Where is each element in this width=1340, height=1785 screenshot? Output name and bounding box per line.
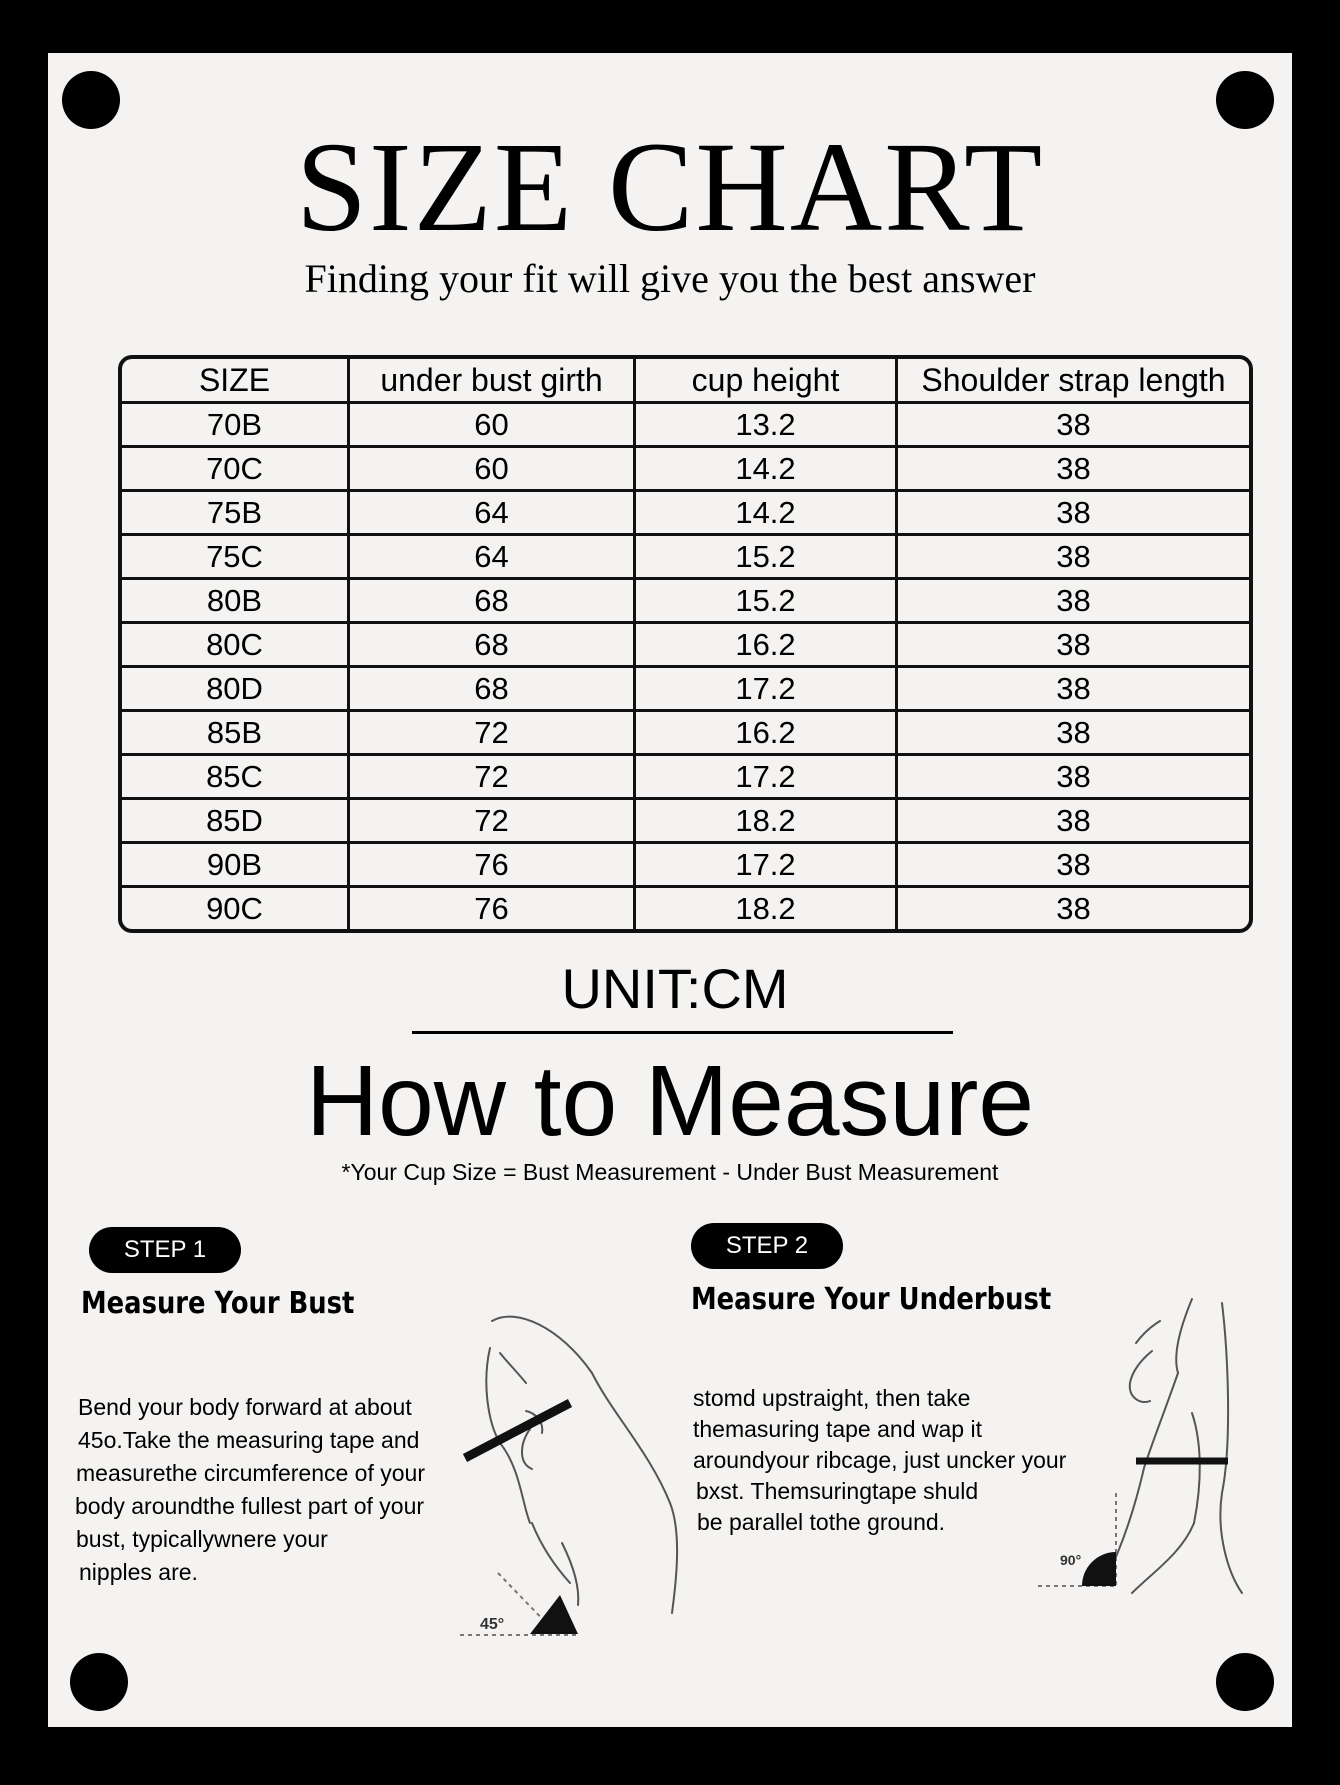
under-bust-cell: 60 bbox=[350, 448, 636, 492]
under-bust-cell: 60 bbox=[350, 404, 636, 448]
size-cell: 80D bbox=[122, 668, 350, 712]
step-1-line: Bend your body forward at about bbox=[78, 1394, 412, 1420]
step-2-line: be parallel tothe ground. bbox=[697, 1509, 946, 1535]
under-bust-cell: 68 bbox=[350, 668, 636, 712]
cup-height-cell: 18.2 bbox=[636, 888, 898, 929]
size-cell: 80B bbox=[122, 580, 350, 624]
size-cell: 90C bbox=[122, 888, 350, 929]
column-header-cup-height: cup height bbox=[636, 359, 898, 404]
table-row bbox=[122, 536, 1249, 580]
step-1-line: nipples are. bbox=[79, 1559, 198, 1585]
table-row bbox=[122, 800, 1249, 844]
table-row bbox=[122, 580, 1249, 624]
corner-hole-bottom-right bbox=[1216, 1653, 1274, 1711]
size-cell: 70C bbox=[122, 448, 350, 492]
under-bust-cell: 72 bbox=[350, 800, 636, 844]
cup-height-cell: 13.2 bbox=[636, 404, 898, 448]
unit-label: UNIT:CM bbox=[561, 957, 789, 1020]
step-1-line: measurethe circumference of your bbox=[76, 1460, 425, 1486]
strap-length-cell: 38 bbox=[898, 624, 1249, 668]
cup-height-cell: 14.2 bbox=[636, 448, 898, 492]
cup-height-cell: 15.2 bbox=[636, 580, 898, 624]
table-row bbox=[122, 844, 1249, 888]
strap-length-cell: 38 bbox=[898, 844, 1249, 888]
column-header-shoulder-strap-length: Shoulder strap length bbox=[898, 359, 1249, 404]
table-row bbox=[122, 712, 1249, 756]
page-subtitle: Finding your fit will give you the best answer bbox=[304, 256, 1036, 301]
table-row bbox=[122, 448, 1249, 492]
strap-length-cell: 38 bbox=[898, 404, 1249, 448]
strap-length-cell: 38 bbox=[898, 536, 1249, 580]
standing-figure-icon bbox=[1032, 1293, 1242, 1603]
size-chart-card bbox=[48, 53, 1292, 1727]
section-divider bbox=[412, 1031, 953, 1034]
under-bust-cell: 76 bbox=[350, 888, 636, 929]
under-bust-cell: 64 bbox=[350, 536, 636, 580]
column-header-size: SIZE bbox=[122, 359, 350, 404]
bending-figure-icon bbox=[460, 1293, 730, 1633]
step-2-line: themasuring tape and wap it bbox=[693, 1416, 982, 1442]
strap-length-cell: 38 bbox=[898, 756, 1249, 800]
size-cell: 85B bbox=[122, 712, 350, 756]
table-header-row bbox=[122, 359, 1249, 404]
corner-hole-bottom-left bbox=[70, 1653, 128, 1711]
cup-height-cell: 17.2 bbox=[636, 844, 898, 888]
step-1-instructions bbox=[73, 1391, 425, 1589]
step-2-line: stomd upstraight, then take bbox=[693, 1385, 971, 1411]
cup-height-cell: 16.2 bbox=[636, 624, 898, 668]
under-bust-cell: 68 bbox=[350, 580, 636, 624]
step-2-heading: Measure Your Underbust bbox=[691, 1282, 1052, 1317]
under-bust-cell: 68 bbox=[350, 624, 636, 668]
under-bust-cell: 76 bbox=[350, 844, 636, 888]
step-1-line: 45o.Take the measuring tape and bbox=[78, 1427, 420, 1453]
cup-height-cell: 15.2 bbox=[636, 536, 898, 580]
under-bust-cell: 72 bbox=[350, 756, 636, 800]
table-row bbox=[122, 668, 1249, 712]
size-cell: 70B bbox=[122, 404, 350, 448]
cup-height-cell: 16.2 bbox=[636, 712, 898, 756]
cup-height-cell: 18.2 bbox=[636, 800, 898, 844]
size-cell: 85D bbox=[122, 800, 350, 844]
step-2-line: aroundyour ribcage, just uncker your bbox=[693, 1447, 1067, 1473]
strap-length-cell: 38 bbox=[898, 800, 1249, 844]
step-2-badge: STEP 2 bbox=[691, 1223, 843, 1269]
strap-length-cell: 38 bbox=[898, 712, 1249, 756]
cup-size-formula: *Your Cup Size = Bust Measurement - Under Bust Measurement bbox=[341, 1159, 999, 1185]
table-row bbox=[122, 492, 1249, 536]
size-table bbox=[118, 355, 1253, 933]
step-2-instructions bbox=[693, 1383, 1066, 1538]
table-row bbox=[122, 404, 1249, 448]
table-row bbox=[122, 888, 1249, 929]
table-row bbox=[122, 756, 1249, 800]
step-1-badge: STEP 1 bbox=[89, 1227, 241, 1273]
size-cell: 80C bbox=[122, 624, 350, 668]
size-cell: 90B bbox=[122, 844, 350, 888]
strap-length-cell: 38 bbox=[898, 448, 1249, 492]
strap-length-cell: 38 bbox=[898, 492, 1249, 536]
strap-length-cell: 38 bbox=[898, 580, 1249, 624]
corner-hole-top-left bbox=[62, 71, 120, 129]
strap-length-cell: 38 bbox=[898, 668, 1249, 712]
step-1-heading: Measure Your Bust bbox=[81, 1286, 355, 1321]
cup-height-cell: 14.2 bbox=[636, 492, 898, 536]
size-cell: 75C bbox=[122, 536, 350, 580]
table-row bbox=[122, 624, 1249, 668]
step-1-line: body aroundthe fullest part of your bbox=[75, 1493, 425, 1519]
under-bust-cell: 64 bbox=[350, 492, 636, 536]
bust-angle-label: 45° bbox=[480, 1616, 505, 1633]
step-1-line: bust, typicallywnere your bbox=[76, 1526, 328, 1552]
size-cell: 75B bbox=[122, 492, 350, 536]
size-cell: 85C bbox=[122, 756, 350, 800]
underbust-angle-label: 90° bbox=[1060, 1552, 1082, 1568]
step-2-line: bxst. Themsuringtape shuld bbox=[696, 1478, 979, 1504]
under-bust-cell: 72 bbox=[350, 712, 636, 756]
corner-hole-top-right bbox=[1216, 71, 1274, 129]
column-header-under-bust-girth: under bust girth bbox=[350, 359, 636, 404]
how-to-measure-title: How to Measure bbox=[305, 1045, 1035, 1157]
strap-length-cell: 38 bbox=[1056, 891, 1091, 926]
page-title: SIZE CHART bbox=[295, 116, 1045, 258]
cup-height-cell: 17.2 bbox=[636, 756, 898, 800]
cup-height-cell: 17.2 bbox=[636, 668, 898, 712]
